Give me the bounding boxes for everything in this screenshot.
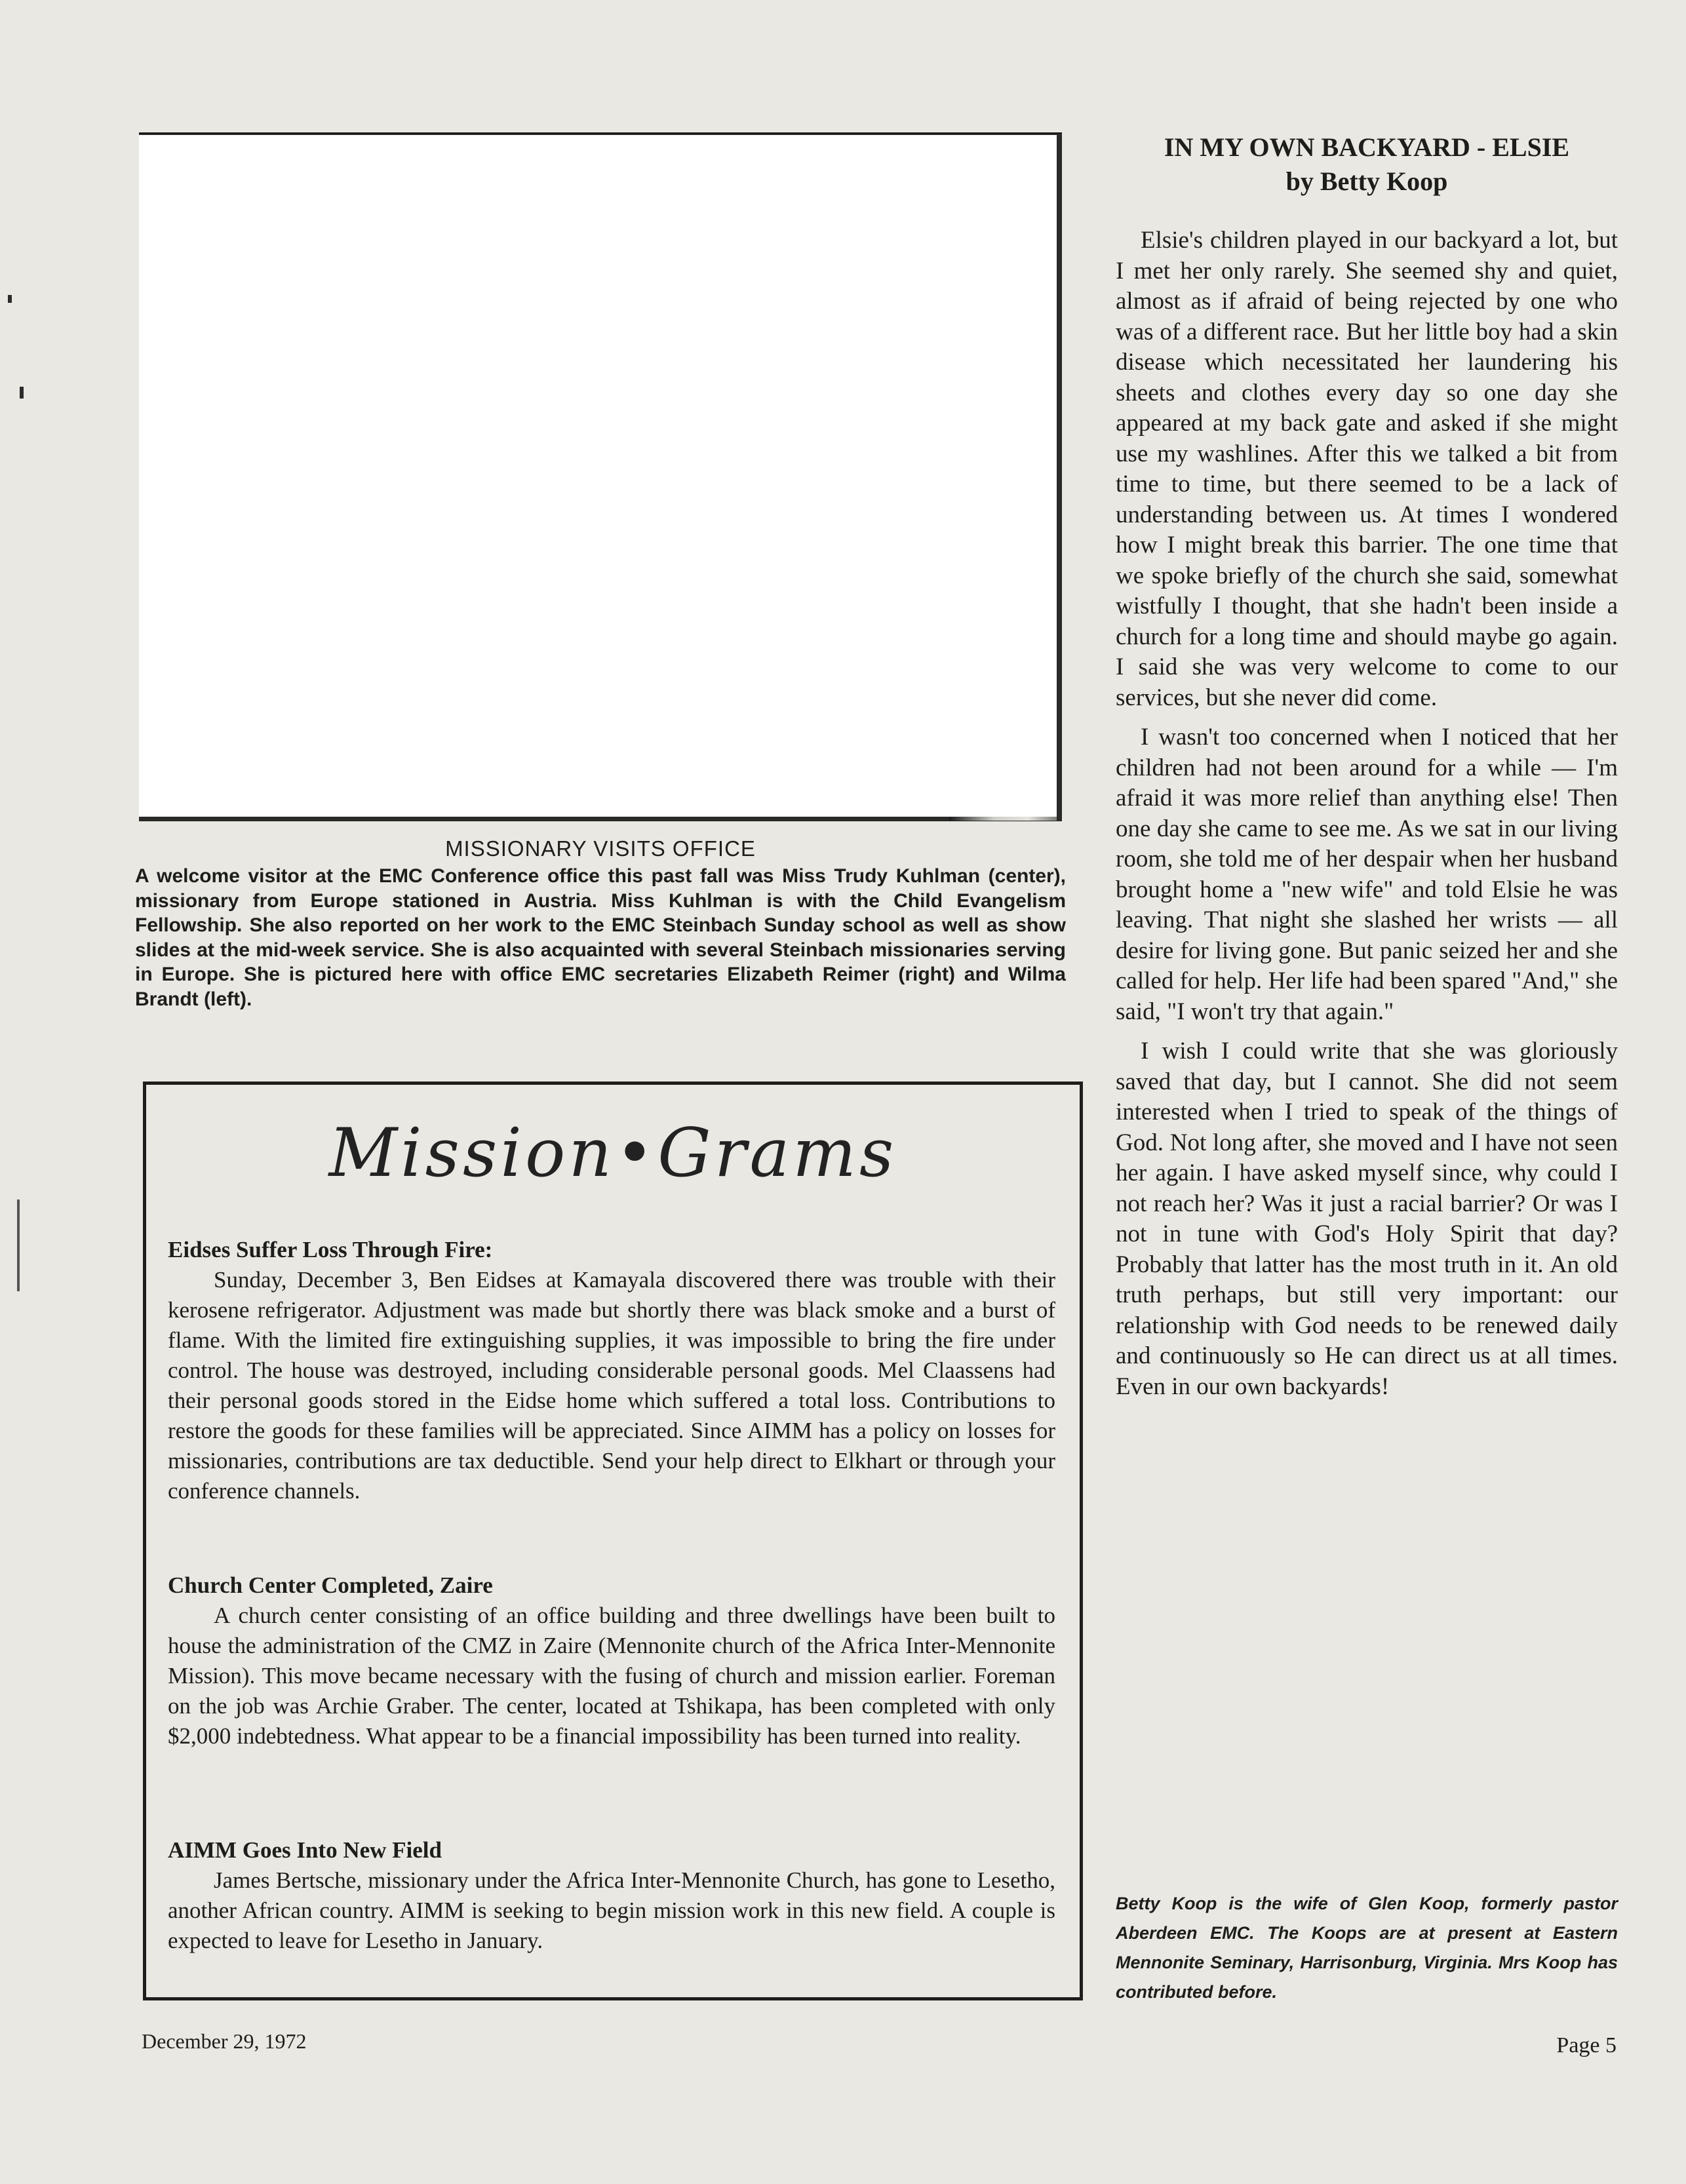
article-paragraph: I wasn't too concerned when I noticed that her children had not been around for a while — I'm afraid it was more relief than anything else! Then one day she came to see me. As we sat in our living room, she told me of her despair when her husband brought home a "new wife" and told Elsie he was leaving. That night she slashed her wrists — all desire for living gone. But panic seized her and she called for help. Her life had been spared "And," she said, "I won't try that again." [1116, 724, 1618, 1025]
section-title: Eidses Suffer Loss Through Fire: [168, 1237, 493, 1262]
mission-grams-section [168, 1570, 1055, 1751]
author-note: Betty Koop is the wife of Glen Koop, formerly pastor Aberdeen EMC. The Koops are at present at Eastern Mennonite Seminary, Harrisonburg, Virginia. Mrs Koop has contributed before. [1116, 1894, 1618, 2002]
margin-mark [20, 387, 24, 399]
article-paragraph: Elsie's children played in our backyard a lot, but I met her only rarely. She seemed shy and quiet, almost as if afraid of being rejected by one who was of a different race. But her little boy had a skin disease which necessitated her laundering his sheets and clothes every day so one day she appeared at my back gate and asked if she might use my washlines. After this we talked a bit from time to time, but there seemed to be a lack of understanding between us. At times I wondered how I might break this barrier. The one time that we spoke briefly of the church she said, somewhat wistfully I thought, that she hadn't been inside a church for a long time and should maybe go again. I said she was very welcome to come to our services, but she never did come. [1116, 227, 1618, 711]
article-byline: by Betty Koop [1285, 166, 1448, 196]
section-title: Church Center Completed, Zaire [168, 1572, 493, 1598]
photo-edge [1057, 135, 1062, 821]
photo-caption-title: MISSIONARY VISITS OFFICE [445, 836, 756, 861]
article-body [1116, 225, 1618, 1411]
mission-grams-section [168, 1835, 1055, 1956]
mission-grams-heading: Mission•Grams [328, 1114, 897, 1192]
photo-redaction [139, 135, 1057, 817]
section-title: AIMM Goes Into New Field [168, 1837, 442, 1863]
section-body: A church center consisting of an office building and three dwellings have been built to house the administration of the CMZ in Zaire (Mennonite church of the Africa Inter-Mennonite Mission). This move became necessary with the fusing of church and mission earlier. Foreman on the job was Archie Graber. The center, located at Tshikapa, has been completed with only $2,000 indebtedness. What appear to be a financial impossibility has been turned into reality. [168, 1603, 1055, 1749]
section-body: James Bertsche, missionary under the Africa Inter-Mennonite Church, has gone to Lesetho, another African country. AIMM is seeking to begin mission work in this new field. A couple is expected to leave for Lesetho in January. [168, 1867, 1055, 1953]
footer-date: December 29, 1972 [142, 2029, 307, 2053]
margin-mark [8, 295, 12, 303]
mission-grams-section [168, 1235, 1055, 1506]
article-title: IN MY OWN BACKYARD - ELSIE [1164, 132, 1570, 162]
section-body: Sunday, December 3, Ben Eidses at Kamayala discovered there was trouble with their kerosene refrigerator. Adjustment was made but shortly there was black smoke and a burst of flame. With the limited fire extinguishing supplies, it was impossible to bring the fire under control. The house was destroyed, including considerable personal goods. Mel Claassens had their personal goods stored in the Eidse home which suffered a total loss. Contributions to restore the goods for these families will be appreciated. Since AIMM has a policy on losses for missionaries, contributions are tax deductible. Send your help direct to Elkhart or through your conference channels. [168, 1267, 1055, 1504]
article-paragraph: I wish I could write that she was gloriously saved that day, but I cannot. She did not seem interested when I tried to speak of the things of God. Not long after, she moved and I have not seen her again. I have asked myself since, why could I not reach her? Was it just a racial barrier? Or was I not in tune with God's Holy Spirit that day? Probably that latter has the most truth in it. An old truth perhaps, but still very important: our relationship with God needs to be renewed daily and continuously so He can direct us at all times. Even in our own backyards! [1116, 1038, 1618, 1400]
page-number: Page 5 [1556, 2033, 1617, 2057]
margin-mark [17, 1199, 20, 1291]
photo-caption-body: A welcome visitor at the EMC Conference office this past fall was Miss Trudy Kuhlman (center), missionary from Europe stationed in Austria. Miss Kuhlman is with the Child Evangelism Fellowship. She also reported on her work to the EMC Steinbach Sunday school as well as show slides at the mid-week service. She is also acquainted with several Steinbach missionaries serving in Europe. She is pictured here with office EMC secretaries Elizabeth Reimer (right) and Wilma Brandt (left). [135, 865, 1066, 1010]
